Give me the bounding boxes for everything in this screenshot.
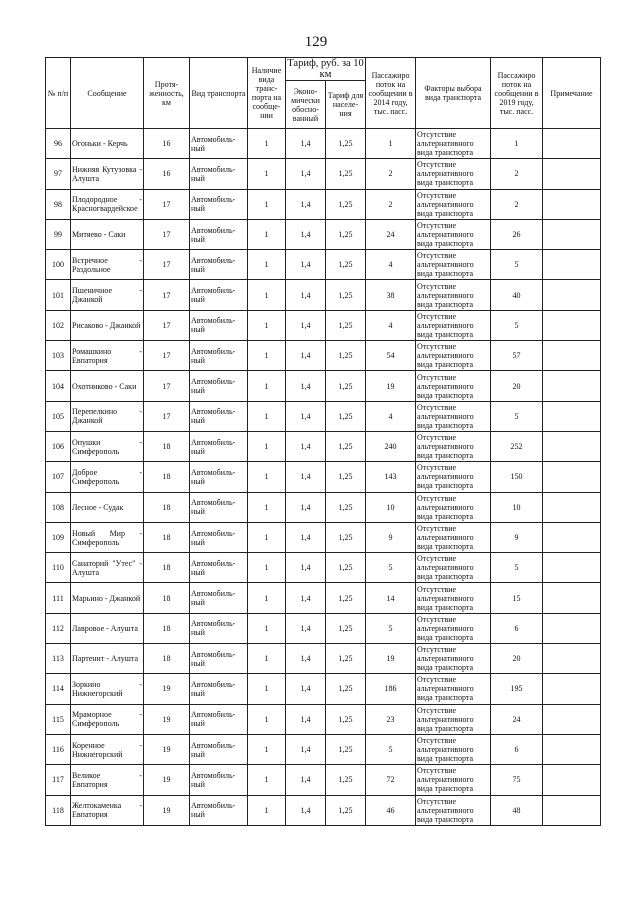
passengers-2014: 5 xyxy=(366,553,416,583)
transport-availability: 1 xyxy=(248,159,286,189)
tariff-pop: 1,25 xyxy=(326,765,366,795)
table-body xyxy=(46,129,601,826)
route-name: Зоркино - Нижнегорский xyxy=(71,674,144,704)
passengers-2019: 57 xyxy=(491,341,543,371)
transport-availability: 1 xyxy=(248,734,286,764)
tariff-econ: 1,4 xyxy=(286,795,326,825)
row-number: 102 xyxy=(46,310,71,340)
route-length: 19 xyxy=(144,674,190,704)
tariff-econ: 1,4 xyxy=(286,280,326,310)
selection-factor: Отсутствие альтернативного вида транспорта xyxy=(416,644,491,674)
route-name: Огоньки - Керчь xyxy=(71,129,144,159)
transport-type: Автомобиль-ный xyxy=(190,795,248,825)
selection-factor: Отсутствие альтернативного вида транспорта xyxy=(416,129,491,159)
transport-type: Автомобиль-ный xyxy=(190,553,248,583)
transport-type: Автомобиль-ный xyxy=(190,613,248,643)
route-name: Пшеничное - Джанкой xyxy=(71,280,144,310)
tariff-econ: 1,4 xyxy=(286,250,326,280)
selection-factor: Отсутствие альтернативного вида транспорта xyxy=(416,765,491,795)
route-name: Доброе - Симферополь xyxy=(71,462,144,492)
note xyxy=(543,765,601,795)
transport-availability: 1 xyxy=(248,613,286,643)
transport-availability: 1 xyxy=(248,553,286,583)
selection-factor: Отсутствие альтернативного вида транспорта xyxy=(416,280,491,310)
selection-factor: Отсутствие альтернативного вида транспорта xyxy=(416,734,491,764)
tariff-pop: 1,25 xyxy=(326,129,366,159)
route-name: Митяево - Саки xyxy=(71,219,144,249)
selection-factor: Отсутствие альтернативного вида транспорта xyxy=(416,219,491,249)
selection-factor: Отсутствие альтернативного вида транспорта xyxy=(416,795,491,825)
transport-type: Автомобиль-ный xyxy=(190,341,248,371)
selection-factor: Отсутствие альтернативного вида транспорта xyxy=(416,189,491,219)
transport-availability: 1 xyxy=(248,522,286,552)
tariff-pop: 1,25 xyxy=(326,371,366,401)
selection-factor: Отсутствие альтернативного вида транспорта xyxy=(416,704,491,734)
selection-factor: Отсутствие альтернативного вида транспорта xyxy=(416,159,491,189)
tariff-pop: 1,25 xyxy=(326,734,366,764)
tariff-econ: 1,4 xyxy=(286,401,326,431)
route-name: Санаторий "Утес" - Алушта xyxy=(71,553,144,583)
note xyxy=(543,129,601,159)
note xyxy=(543,371,601,401)
header-other-transport: Наличие вида транс-порта на сообще-нии xyxy=(248,58,286,129)
passengers-2014: 14 xyxy=(366,583,416,613)
tariff-econ: 1,4 xyxy=(286,613,326,643)
selection-factor: Отсутствие альтернативного вида транспорта xyxy=(416,310,491,340)
passengers-2014: 38 xyxy=(366,280,416,310)
table-row xyxy=(46,583,601,613)
note xyxy=(543,492,601,522)
passengers-2019: 20 xyxy=(491,371,543,401)
tariff-econ: 1,4 xyxy=(286,189,326,219)
tariff-pop: 1,25 xyxy=(326,219,366,249)
passengers-2014: 19 xyxy=(366,644,416,674)
route-length: 18 xyxy=(144,583,190,613)
table-row xyxy=(46,129,601,159)
passengers-2019: 252 xyxy=(491,431,543,461)
selection-factor: Отсутствие альтернативного вида транспорта xyxy=(416,401,491,431)
row-number: 117 xyxy=(46,765,71,795)
route-name: Охотниково - Саки xyxy=(71,371,144,401)
note xyxy=(543,462,601,492)
tariff-econ: 1,4 xyxy=(286,765,326,795)
passengers-2014: 2 xyxy=(366,159,416,189)
route-name: Новый Мир - Симферополь xyxy=(71,522,144,552)
note xyxy=(543,674,601,704)
tariff-econ: 1,4 xyxy=(286,583,326,613)
row-number: 98 xyxy=(46,189,71,219)
table-row xyxy=(46,613,601,643)
route-name: Желтокаменка - Евпатория xyxy=(71,795,144,825)
tariff-pop: 1,25 xyxy=(326,492,366,522)
page-number: 129 xyxy=(304,34,328,50)
note xyxy=(543,280,601,310)
tariff-pop: 1,25 xyxy=(326,613,366,643)
passengers-2014: 5 xyxy=(366,734,416,764)
row-number: 111 xyxy=(46,583,71,613)
row-number: 96 xyxy=(46,129,71,159)
note xyxy=(543,189,601,219)
note xyxy=(543,341,601,371)
transport-availability: 1 xyxy=(248,431,286,461)
tariff-econ: 1,4 xyxy=(286,644,326,674)
selection-factor: Отсутствие альтернативного вида транспорта xyxy=(416,522,491,552)
row-number: 105 xyxy=(46,401,71,431)
transport-availability: 1 xyxy=(248,704,286,734)
tariff-pop: 1,25 xyxy=(326,401,366,431)
table-row xyxy=(46,250,601,280)
table-row xyxy=(46,704,601,734)
row-number: 115 xyxy=(46,704,71,734)
table-row xyxy=(46,795,601,825)
passengers-2019: 20 xyxy=(491,644,543,674)
tariff-pop: 1,25 xyxy=(326,644,366,674)
passengers-2014: 5 xyxy=(366,613,416,643)
tariff-pop: 1,25 xyxy=(326,189,366,219)
selection-factor: Отсутствие альтернативного вида транспорта xyxy=(416,674,491,704)
tariff-pop: 1,25 xyxy=(326,583,366,613)
header-tariff-pop: Тариф для населе-ния xyxy=(326,81,366,129)
passengers-2019: 26 xyxy=(491,219,543,249)
header-factors: Факторы выбора вида транспорта xyxy=(416,58,491,129)
route-length: 19 xyxy=(144,795,190,825)
passengers-2019: 75 xyxy=(491,765,543,795)
table-row xyxy=(46,462,601,492)
table-row xyxy=(46,522,601,552)
note xyxy=(543,583,601,613)
route-name: Коренное - Нижнегорский xyxy=(71,734,144,764)
note xyxy=(543,250,601,280)
table-header xyxy=(46,58,601,129)
row-number: 109 xyxy=(46,522,71,552)
table-row xyxy=(46,219,601,249)
passengers-2014: 186 xyxy=(366,674,416,704)
route-name: Марьино - Джанкой xyxy=(71,583,144,613)
note xyxy=(543,795,601,825)
row-number: 114 xyxy=(46,674,71,704)
passengers-2019: 5 xyxy=(491,401,543,431)
route-name: Опушки - Симферополь xyxy=(71,431,144,461)
table-row xyxy=(46,310,601,340)
table-row xyxy=(46,401,601,431)
passengers-2014: 24 xyxy=(366,219,416,249)
note xyxy=(543,734,601,764)
route-name: Лесное - Судак xyxy=(71,492,144,522)
route-length: 17 xyxy=(144,280,190,310)
passengers-2019: 2 xyxy=(491,159,543,189)
transport-type: Автомобиль-ный xyxy=(190,159,248,189)
route-length: 18 xyxy=(144,644,190,674)
tariff-pop: 1,25 xyxy=(326,310,366,340)
table-row xyxy=(46,644,601,674)
tariff-econ: 1,4 xyxy=(286,522,326,552)
table-row xyxy=(46,341,601,371)
selection-factor: Отсутствие альтернативного вида транспорта xyxy=(416,431,491,461)
passengers-2014: 23 xyxy=(366,704,416,734)
passengers-2014: 4 xyxy=(366,310,416,340)
tariff-econ: 1,4 xyxy=(286,219,326,249)
row-number: 103 xyxy=(46,341,71,371)
row-number: 112 xyxy=(46,613,71,643)
selection-factor: Отсутствие альтернативного вида транспорта xyxy=(416,341,491,371)
tariff-econ: 1,4 xyxy=(286,674,326,704)
tariff-pop: 1,25 xyxy=(326,795,366,825)
transport-type: Автомобиль-ный xyxy=(190,674,248,704)
route-length: 18 xyxy=(144,522,190,552)
transport-type: Автомобиль-ный xyxy=(190,765,248,795)
table-row xyxy=(46,553,601,583)
row-number: 97 xyxy=(46,159,71,189)
transport-availability: 1 xyxy=(248,371,286,401)
passengers-2014: 54 xyxy=(366,341,416,371)
passengers-2019: 6 xyxy=(491,734,543,764)
passengers-2019: 150 xyxy=(491,462,543,492)
note xyxy=(543,159,601,189)
passengers-2014: 2 xyxy=(366,189,416,219)
passengers-2014: 4 xyxy=(366,250,416,280)
passengers-2014: 9 xyxy=(366,522,416,552)
tariff-pop: 1,25 xyxy=(326,250,366,280)
selection-factor: Отсутствие альтернативного вида транспорта xyxy=(416,553,491,583)
transport-availability: 1 xyxy=(248,644,286,674)
table-row xyxy=(46,431,601,461)
passengers-2019: 15 xyxy=(491,583,543,613)
selection-factor: Отсутствие альтернативного вида транспорта xyxy=(416,613,491,643)
note xyxy=(543,431,601,461)
row-number: 108 xyxy=(46,492,71,522)
row-number: 107 xyxy=(46,462,71,492)
tariff-econ: 1,4 xyxy=(286,734,326,764)
route-name: Плодородное - Красногвардейское xyxy=(71,189,144,219)
transport-type: Автомобиль-ный xyxy=(190,583,248,613)
passengers-2014: 46 xyxy=(366,795,416,825)
transport-availability: 1 xyxy=(248,674,286,704)
passengers-2014: 72 xyxy=(366,765,416,795)
tariff-econ: 1,4 xyxy=(286,553,326,583)
route-length: 18 xyxy=(144,553,190,583)
transport-type: Автомобиль-ный xyxy=(190,219,248,249)
route-name: Нижняя Кутузовка - Алушта xyxy=(71,159,144,189)
transport-availability: 1 xyxy=(248,189,286,219)
route-name: Лавровое - Алушта xyxy=(71,613,144,643)
row-number: 104 xyxy=(46,371,71,401)
route-name: Перепелкино - Джанкой xyxy=(71,401,144,431)
route-length: 18 xyxy=(144,462,190,492)
selection-factor: Отсутствие альтернативного вида транспорта xyxy=(416,250,491,280)
transport-type: Автомобиль-ный xyxy=(190,431,248,461)
passengers-2014: 1 xyxy=(366,129,416,159)
tariff-econ: 1,4 xyxy=(286,431,326,461)
transport-availability: 1 xyxy=(248,492,286,522)
passengers-2019: 195 xyxy=(491,674,543,704)
route-length: 17 xyxy=(144,371,190,401)
passengers-2019: 48 xyxy=(491,795,543,825)
row-number: 118 xyxy=(46,795,71,825)
passengers-2019: 5 xyxy=(491,310,543,340)
header-tariff-econ: Эконо-мически обосно-ванный xyxy=(286,81,326,129)
transport-type: Автомобиль-ный xyxy=(190,704,248,734)
tariff-econ: 1,4 xyxy=(286,462,326,492)
route-name: Встречное - Раздольное xyxy=(71,250,144,280)
header-tariff: Тариф, руб. за 10 км xyxy=(287,58,364,80)
tariff-pop: 1,25 xyxy=(326,431,366,461)
passengers-2019: 1 xyxy=(491,129,543,159)
selection-factor: Отсутствие альтернативного вида транспорта xyxy=(416,492,491,522)
table-row xyxy=(46,280,601,310)
route-length: 17 xyxy=(144,250,190,280)
tariff-econ: 1,4 xyxy=(286,129,326,159)
tariff-pop: 1,25 xyxy=(326,280,366,310)
transport-availability: 1 xyxy=(248,219,286,249)
transport-type: Автомобиль-ный xyxy=(190,189,248,219)
route-length: 18 xyxy=(144,492,190,522)
table-row xyxy=(46,371,601,401)
row-number: 106 xyxy=(46,431,71,461)
route-length: 18 xyxy=(144,431,190,461)
tariff-econ: 1,4 xyxy=(286,371,326,401)
route-length: 19 xyxy=(144,765,190,795)
passengers-2019: 24 xyxy=(491,704,543,734)
row-number: 116 xyxy=(46,734,71,764)
transport-availability: 1 xyxy=(248,401,286,431)
passengers-2014: 19 xyxy=(366,371,416,401)
route-length: 17 xyxy=(144,401,190,431)
route-length: 17 xyxy=(144,219,190,249)
route-length: 17 xyxy=(144,310,190,340)
header-transport-type: Вид транспорта xyxy=(190,58,248,129)
header-passengers-2014: Пассажиро поток на сообщении в 2014 году, тыс. пасс. xyxy=(366,58,416,129)
passengers-2014: 10 xyxy=(366,492,416,522)
transport-availability: 1 xyxy=(248,280,286,310)
tariff-econ: 1,4 xyxy=(286,492,326,522)
passengers-2019: 5 xyxy=(491,250,543,280)
route-name: Мраморное - Симферополь xyxy=(71,704,144,734)
selection-factor: Отсутствие альтернативного вида транспорта xyxy=(416,583,491,613)
tariff-pop: 1,25 xyxy=(326,553,366,583)
transport-type: Автомобиль-ный xyxy=(190,250,248,280)
transport-type: Автомобиль-ный xyxy=(190,129,248,159)
transport-type: Автомобиль-ный xyxy=(190,734,248,764)
route-name: Партенит - Алушта xyxy=(71,644,144,674)
transport-availability: 1 xyxy=(248,462,286,492)
passengers-2019: 40 xyxy=(491,280,543,310)
tariff-pop: 1,25 xyxy=(326,462,366,492)
route-length: 18 xyxy=(144,613,190,643)
note xyxy=(543,219,601,249)
route-length: 16 xyxy=(144,129,190,159)
passengers-2019: 5 xyxy=(491,553,543,583)
tariff-pop: 1,25 xyxy=(326,341,366,371)
transport-type: Автомобиль-ный xyxy=(190,522,248,552)
row-number: 113 xyxy=(46,644,71,674)
table-row xyxy=(46,159,601,189)
note xyxy=(543,613,601,643)
transport-type: Автомобиль-ный xyxy=(190,644,248,674)
transport-availability: 1 xyxy=(248,250,286,280)
transport-type: Автомобиль-ный xyxy=(190,371,248,401)
transport-type: Автомобиль-ный xyxy=(190,280,248,310)
route-name: Ромашкино - Евпатория xyxy=(71,341,144,371)
tariff-pop: 1,25 xyxy=(326,704,366,734)
table-row xyxy=(46,674,601,704)
transport-type: Автомобиль-ный xyxy=(190,401,248,431)
route-name: Рисаково - Джанкой xyxy=(71,310,144,340)
tariff-pop: 1,25 xyxy=(326,674,366,704)
passengers-2019: 9 xyxy=(491,522,543,552)
route-length: 17 xyxy=(144,341,190,371)
route-name: Великое - Евпатория xyxy=(71,765,144,795)
passengers-2014: 4 xyxy=(366,401,416,431)
row-number: 99 xyxy=(46,219,71,249)
tariff-pop: 1,25 xyxy=(326,159,366,189)
route-length: 17 xyxy=(144,189,190,219)
note xyxy=(543,704,601,734)
passengers-2014: 240 xyxy=(366,431,416,461)
transport-availability: 1 xyxy=(248,341,286,371)
header-passengers-2019: Пассажиро поток на сообщении в 2019 году, тыс. пасс. xyxy=(491,58,543,129)
transport-type: Автомобиль-ный xyxy=(190,310,248,340)
transport-availability: 1 xyxy=(248,795,286,825)
tariff-econ: 1,4 xyxy=(286,704,326,734)
header-note: Примечание xyxy=(543,58,601,129)
selection-factor: Отсутствие альтернативного вида транспорта xyxy=(416,371,491,401)
transport-availability: 1 xyxy=(248,310,286,340)
note xyxy=(543,553,601,583)
header-length: Протя-женность, км xyxy=(144,58,190,129)
tariff-pop: 1,25 xyxy=(326,522,366,552)
table-row xyxy=(46,492,601,522)
route-length: 19 xyxy=(144,734,190,764)
row-number: 101 xyxy=(46,280,71,310)
note xyxy=(543,401,601,431)
route-length: 16 xyxy=(144,159,190,189)
table-row xyxy=(46,734,601,764)
row-number: 100 xyxy=(46,250,71,280)
passengers-2014: 143 xyxy=(366,462,416,492)
row-number: 110 xyxy=(46,553,71,583)
transport-type: Автомобиль-ный xyxy=(190,462,248,492)
selection-factor: Отсутствие альтернативного вида транспорта xyxy=(416,462,491,492)
table-row xyxy=(46,189,601,219)
note xyxy=(543,644,601,674)
transport-availability: 1 xyxy=(248,765,286,795)
header-route: Сообщение xyxy=(71,58,144,129)
note xyxy=(543,522,601,552)
header-num: № п/п xyxy=(46,58,71,129)
route-table xyxy=(45,57,601,826)
tariff-econ: 1,4 xyxy=(286,310,326,340)
transport-type: Автомобиль-ный xyxy=(190,492,248,522)
table-row xyxy=(46,765,601,795)
transport-availability: 1 xyxy=(248,583,286,613)
tariff-econ: 1,4 xyxy=(286,341,326,371)
note xyxy=(543,310,601,340)
passengers-2019: 6 xyxy=(491,613,543,643)
tariff-econ: 1,4 xyxy=(286,159,326,189)
passengers-2019: 2 xyxy=(491,189,543,219)
passengers-2019: 10 xyxy=(491,492,543,522)
route-length: 19 xyxy=(144,704,190,734)
transport-availability: 1 xyxy=(248,129,286,159)
